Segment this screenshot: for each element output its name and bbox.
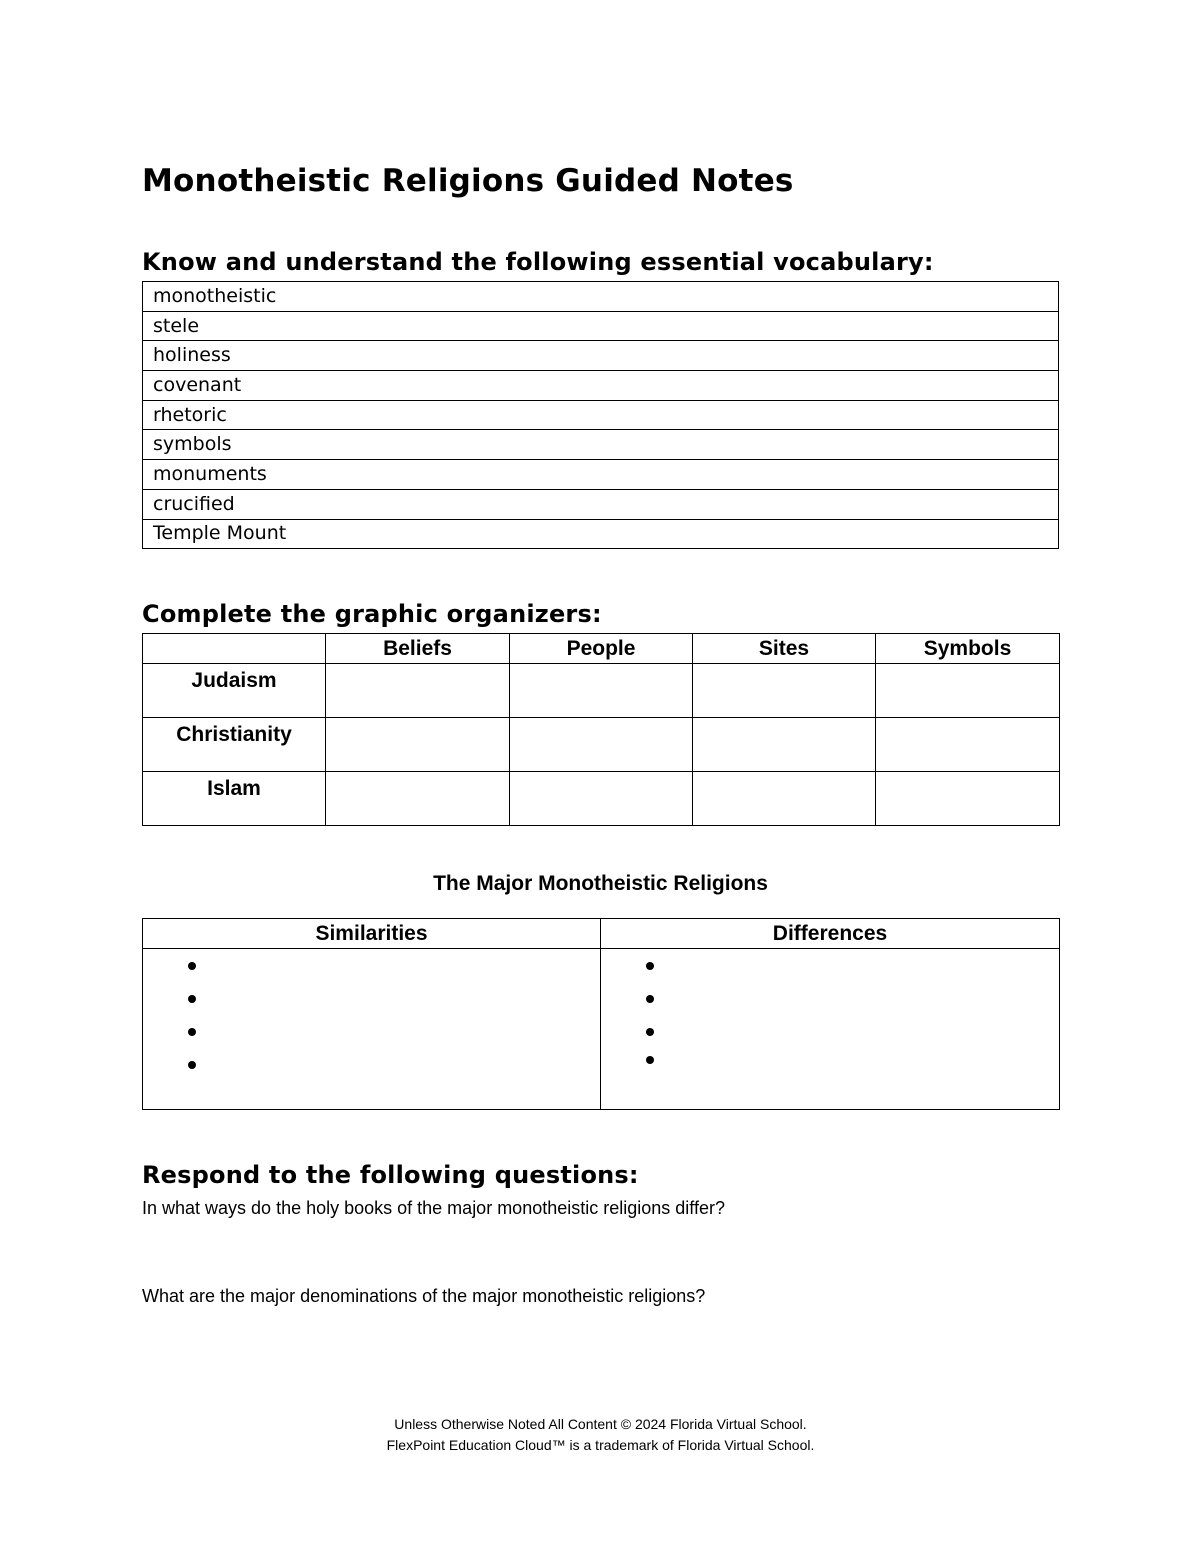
organizer-heading: Complete the graphic organizers: <box>142 600 602 628</box>
vocab-row <box>143 400 1059 430</box>
comparison-title: The Major Monotheistic Religions <box>433 872 768 895</box>
answer-cell[interactable] <box>693 772 876 826</box>
similarities-bullet-list <box>143 949 600 1089</box>
bullet-icon <box>188 1061 196 1069</box>
row-header-christianity: Christianity <box>143 718 326 772</box>
answer-cell[interactable] <box>693 718 876 772</box>
bullet-icon <box>188 1028 196 1036</box>
vocab-term: Temple Mount <box>143 519 1059 549</box>
answer-cell[interactable] <box>510 718 693 772</box>
list-item[interactable] <box>601 1023 1059 1056</box>
answer-cell[interactable] <box>876 664 1060 718</box>
page-title: Monotheistic Religions Guided Notes <box>142 163 794 199</box>
answer-cell[interactable] <box>510 664 693 718</box>
vocab-row <box>143 371 1059 401</box>
vocab-row <box>143 460 1059 490</box>
organizer-row-christianity <box>143 718 1060 772</box>
vocab-row <box>143 430 1059 460</box>
vocab-row <box>143 341 1059 371</box>
row-header-islam: Islam <box>143 772 326 826</box>
bullet-icon <box>646 1056 654 1064</box>
answer-cell[interactable] <box>876 718 1060 772</box>
answer-cell[interactable] <box>876 772 1060 826</box>
similarities-differences-table <box>142 918 1060 1110</box>
vocab-term: monuments <box>143 460 1059 490</box>
vocab-term: crucified <box>143 489 1059 519</box>
bullet-icon <box>646 1028 654 1036</box>
footer-trademark: FlexPoint Education Cloud™ is a trademark of Florida Virtual School. <box>386 1437 815 1453</box>
bullet-icon <box>646 995 654 1003</box>
vocab-term: holiness <box>143 341 1059 371</box>
organizer-corner-cell <box>143 634 326 664</box>
list-item[interactable] <box>601 1056 1059 1084</box>
answer-cell[interactable] <box>693 664 876 718</box>
column-header-people: People <box>510 634 693 664</box>
differences-bullet-list <box>601 949 1059 1084</box>
list-item[interactable] <box>143 990 600 1023</box>
column-header-sites: Sites <box>693 634 876 664</box>
answer-cell[interactable] <box>326 718 510 772</box>
organizer-row-judaism <box>143 664 1060 718</box>
footer-copyright: Unless Otherwise Noted All Content © 2024 Florida Virtual School. <box>394 1416 807 1432</box>
question-2: What are the major denominations of the major monotheistic religions? <box>142 1286 706 1306</box>
vocab-term: stele <box>143 311 1059 341</box>
similarities-header: Similarities <box>143 919 601 949</box>
answer-cell[interactable] <box>510 772 693 826</box>
bullet-icon <box>188 995 196 1003</box>
list-item[interactable] <box>143 957 600 990</box>
organizer-row-islam <box>143 772 1060 826</box>
list-item[interactable] <box>601 957 1059 990</box>
questions-heading: Respond to the following questions: <box>142 1161 639 1189</box>
vocab-term: rhetoric <box>143 400 1059 430</box>
bullet-icon <box>188 962 196 970</box>
graphic-organizer-table <box>142 633 1060 826</box>
vocab-row <box>143 282 1059 312</box>
similarities-cell[interactable] <box>143 949 601 1110</box>
answer-cell[interactable] <box>326 772 510 826</box>
vocab-term: symbols <box>143 430 1059 460</box>
row-header-judaism: Judaism <box>143 664 326 718</box>
vocab-row <box>143 519 1059 549</box>
list-item[interactable] <box>143 1056 600 1089</box>
column-header-symbols: Symbols <box>876 634 1060 664</box>
bullet-icon <box>646 962 654 970</box>
vocab-row <box>143 311 1059 341</box>
vocab-term: monotheistic <box>143 282 1059 312</box>
differences-cell[interactable] <box>601 949 1060 1110</box>
question-1: In what ways do the holy books of the major monotheistic religions differ? <box>142 1198 725 1218</box>
vocabulary-table <box>142 281 1059 549</box>
vocabulary-heading: Know and understand the following essential vocabulary: <box>142 248 934 276</box>
differences-header: Differences <box>601 919 1060 949</box>
vocab-row <box>143 489 1059 519</box>
answer-cell[interactable] <box>326 664 510 718</box>
column-header-beliefs: Beliefs <box>326 634 510 664</box>
list-item[interactable] <box>143 1023 600 1056</box>
list-item[interactable] <box>601 990 1059 1023</box>
vocab-term: covenant <box>143 371 1059 401</box>
